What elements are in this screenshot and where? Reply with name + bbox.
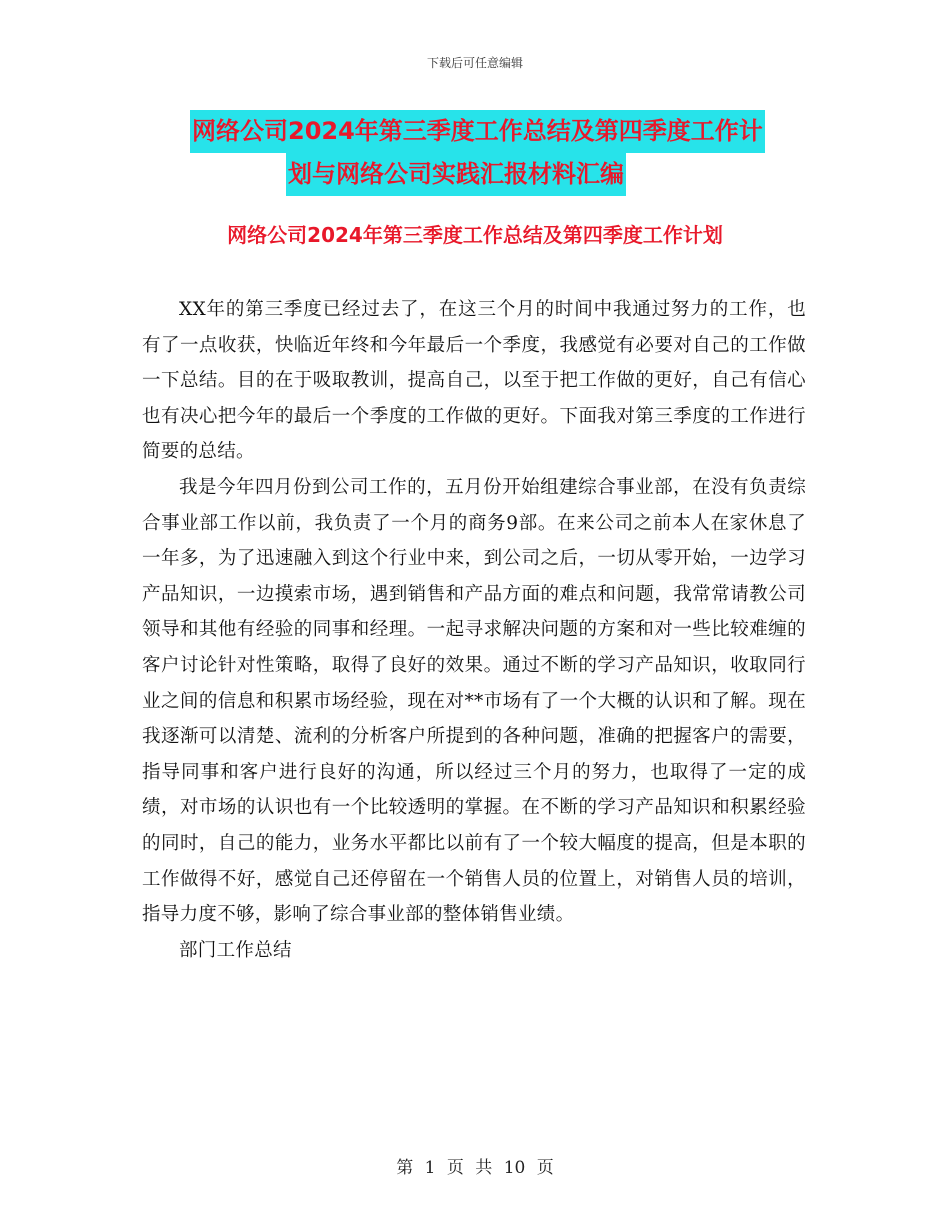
header-note: 下载后可任意编辑 (426, 56, 523, 70)
document-title (190, 110, 810, 196)
body-text (142, 292, 806, 968)
page-number-footer: 第 1 页 共 10 页 (396, 1158, 554, 1178)
paragraph-3: 部门工作总结 (179, 939, 292, 961)
section-title: 网络公司2024年第三季度工作总结及第四季度工作计划 (227, 223, 723, 247)
document-title-line-2: 划与网络公司实践汇报材料汇编 (286, 153, 626, 196)
document-title-line-1: 网络公司2024年第三季度工作总结及第四季度工作计 (190, 110, 765, 153)
paragraph-2: 我是今年四月份到公司工作的，五月份开始组建综合事业部，在没有负责综合事业部工作以前，我负责了一个月的商务9部。在来公司之前本人在家休息了一年多，为了迅速融入到这个行业中来，到公司之后，一切从零开始，一边学习产品知识，一边摸索市场，遇到销售和产品方面的难点和问题，我常常请教公司领导和其他有经验的同事和经理。一起寻求解决问题的方案和对一些比较难缠的客户讨论针对性策略，取得了良好的效果。通过不断的学习产品知识，收取同行业之间的信息和积累市场经验，现在对**市场有了一个大概的认识和了解。现在我逐渐可以清楚、流利的分析客户所提到的各种问题，准确的把握客户的需要，指导同事和客户进行良好的沟通，所以经过三个月的努力，也取得了一定的成绩，对市场的认识也有一个比较透明的掌握。在不断的学习产品知识和积累经验的同时，自己的能力，业务水平都比以前有了一个较大幅度的提高，但是本职的工作做得不好，感觉自己还停留在一个销售人员的位置上，对销售人员的培训，指导力度不够，影响了综合事业部的整体销售业绩。 (142, 476, 806, 926)
paragraph-1: XX年的第三季度已经过去了，在这三个月的时间中我通过努力的工作，也有了一点收获，快临近年终和今年最后一个季度，我感觉有必要对自己的工作做一下总结。目的在于吸取教训，提高自己，以至于把工作做的更好，自己有信心也有决心把今年的最后一个季度的工作做的更好。下面我对第三季度的工作进行简要的总结。 (142, 299, 806, 463)
